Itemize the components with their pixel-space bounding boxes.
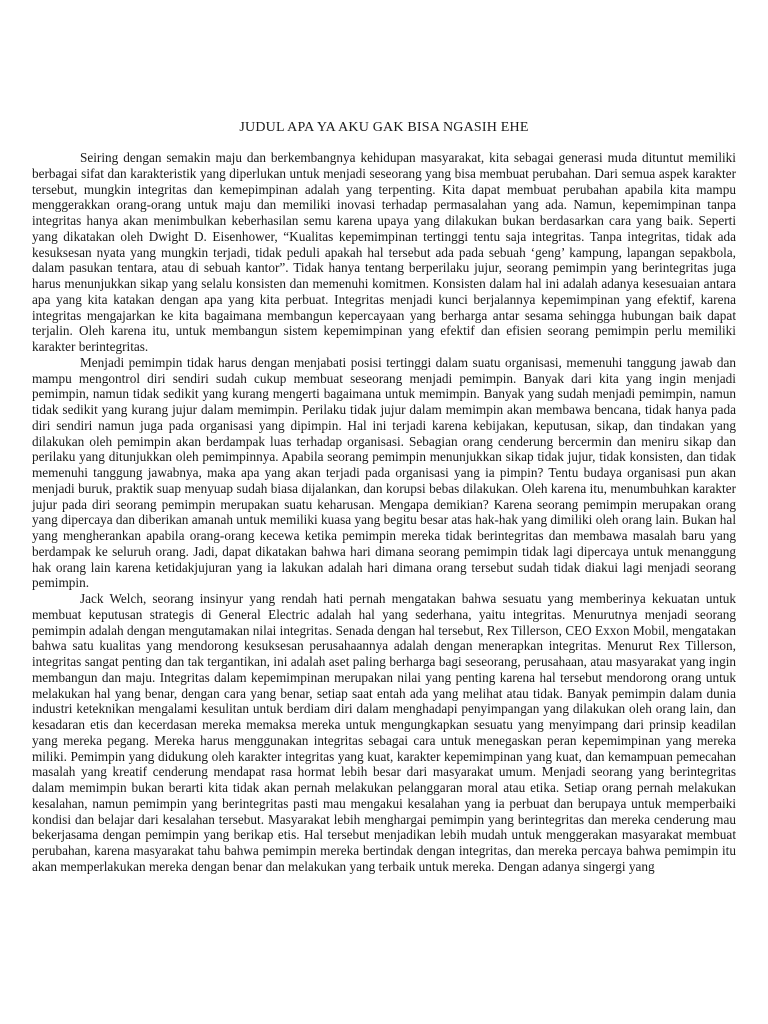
document-title: JUDUL APA YA AKU GAK BISA NGASIH EHE (239, 120, 529, 135)
document-body (32, 150, 736, 875)
paragraph-3: Jack Welch, seorang insinyur yang rendah hati pernah mengatakan bahwa sesuatu yang memberinya kekuatan untuk membuat keputusan strategis di General Electric adalah hal yang sederhana, yaitu integritas. Menurutnya menjadi seorang pemimpin adalah dengan mengutamakan nilai integritas. Senada dengan hal tersebut, Rex Tillerson, CEO Exxon Mobil, mengatakan bahwa satu kualitas yang mendorong kesuksesan perusahaannya adalah dengan menerapkan integritas. Menurut Rex Tillerson, integritas sangat penting dan tak tergantikan, ini adalah aset paling berharga bagi seseorang, perusahaan, atau masyarakat yang ingin membangun dan maju. Integritas dalam kepemimpinan merupakan nilai yang penting karena hal tersebut mendorong orang untuk melakukan hal yang benar, dengan cara yang benar, setiap saat entah ada yang melihat atau tidak. Banyak pemimpin dalam dunia industri keteknikan mengalami kesulitan untuk berdiam diri dalam menghadapi penyimpangan yang dilakukan oleh orang lain, dan kesadaran etis dan kecerdasan mereka memaksa mereka untuk mengungkapkan sesuatu yang menyimpang dari prinsip keadilan yang mereka pegang. Mereka harus menggunakan integritas sebagai cara untuk menegaskan peran kepemimpinan yang mereka miliki. Pemimpin yang didukung oleh karakter integritas yang kuat, karakter kepemimpinan yang kuat, dan kemampuan pemecahan masalah yang kreatif cenderung mendapat rasa hormat lebih besar dari masyarakat umum. Menjadi seorang yang berintegritas dalam memimpin bukan berarti kita tidak akan pernah melakukan pelanggaran moral atau etika. Setiap orang pernah melakukan kesalahan, namun pemimpin yang berintegritas pasti mau mengakui kesalahan yang ia perbuat dan berupaya untuk memperbaiki kondisi dan belajar dari kesalahan tersebut. Masyarakat lebih menghargai pemimpin yang berintegritas dan mereka cenderung mau bekerjasama dengan pemimpin yang berikap etis. Hal tersebut menjadikan lebih mudah untuk menggerakan masyarakat membuat perubahan, karena masyarakat tahu bahwa pemimpin mereka bertindak dengan integritas, dan mereka percaya bahwa pemimpin itu akan memperlakukan mereka dengan benar dan melakukan yang terbaik untuk mereka. Dengan adanya singergi yang (32, 591, 736, 874)
paragraph-2: Menjadi pemimpin tidak harus dengan menjabati posisi tertinggi dalam suatu organisasi, memenuhi tanggung jawab dan mampu mengontrol diri sendiri sudah cukup membuat seseorang menjadi pemimpin. Banyak dari kita yang ingin menjadi pemimpin, namun tidak sedikit yang kurang mengerti bagaimana untuk memimpin. Banyak yang sudah menjadi pemimpin, namun tidak sedikit yang kurang jujur dalam memimpin. Perilaku tidak jujur dalam memimpin akan membawa bencana, tidak hanya pada diri sendiri namun juga pada organisasi yang dipimpin. Hal ini terjadi karena kebijakan, keputusan, sikap, dan tindakan yang dilakukan oleh pemimpin akan berdampak luas terhadap organisasi. Sebagian orang cenderung bercermin dan meniru sikap dan perilaku yang ditunjukkan oleh pemimpinnya. Apabila seorang pemimpin menunjukkan sikap tidak jujur, tidak konsisten, dan tidak memenuhi tanggung jawabnya, maka apa yang akan terjadi pada organisasi yang ia pimpin? Tentu budaya organisasi pun akan menjadi buruk, praktik suap menyuap sudah biasa dijalankan, dan korupsi bebas dilakukan. Oleh karena itu, menumbuhkan karakter jujur pada diri seorang pemimpin merupakan suatu keharusan. Mengapa demikian? Karena seorang pemimpin merupakan orang yang dipercaya dan diberikan amanah untuk memiliki kuasa yang begitu besar atas hak-hak yang dimiliki oleh orang lain. Bukan hal yang mengherankan apabila orang-orang kecewa ketika pemimpin mereka tidak berintegritas dan membawa masalah baru yang berdampak ke seluruh orang. Jadi, dapat dikatakan bahwa hari dimana seorang pemimpin tidak lagi dipercaya untuk menanggung hak orang lain karena ketidakjujuran yang ia lakukan adalah hari dimana orang tersebut sudah tidak diakui lagi menjadi seorang pemimpin. (32, 354, 736, 591)
paragraph-1: Seiring dengan semakin maju dan berkembangnya kehidupan masyarakat, kita sebagai generasi muda dituntut memiliki berbagai sifat dan karakteristik yang diperlukan untuk menjadi seseorang yang bisa membuat perubahan. Dari semua aspek karakter tersebut, mungkin integritas dan kemepimpinan adalah yang terpenting. Kita dapat membuat perubahan apabila kita mampu menggerakkan orang-orang untuk maju dan memiliki inovasi terhadap permasalahan yang ada. Namun, kepemimpinan tanpa integritas hanya akan menimbulkan keberhasilan semu karena upaya yang dilakukan bukan berdasarkan cara yang baik. Seperti yang dikatakan oleh Dwight D. Eisenhower, “Kualitas kepemimpinan tertinggi tentu saja integritas. Tanpa integritas, tidak ada kesuksesan nyata yang mungkin terjadi, tidak peduli apakah hal tersebut ada pada sebuah ‘geng’ kampung, lapangan sepakbola, dalam pasukan tentara, atau di sebuah kantor”. Tidak hanya tentang berperilaku jujur, seorang pemimpin yang berintegritas juga harus menunjukkan sikap yang selalu konsisten dan memenuhi komitmen. Konsisten dalam hal ini adalah adanya kesesuaian antara apa yang kita katakan dengan apa yang kita perbuat. Integritas menjadi kunci berjalannya kepemimpinan yang efektif, karena integritas mengajarkan ke kita bagaimana membangun kepercayaan yang berharga antar sesama sehingga hubungan baik dapat terjalin. Oleh karena itu, untuk membangun sistem kepemimpinan yang efektif dan efisien seorang pemimpin perlu memiliki karakter berintegritas. (32, 150, 736, 354)
